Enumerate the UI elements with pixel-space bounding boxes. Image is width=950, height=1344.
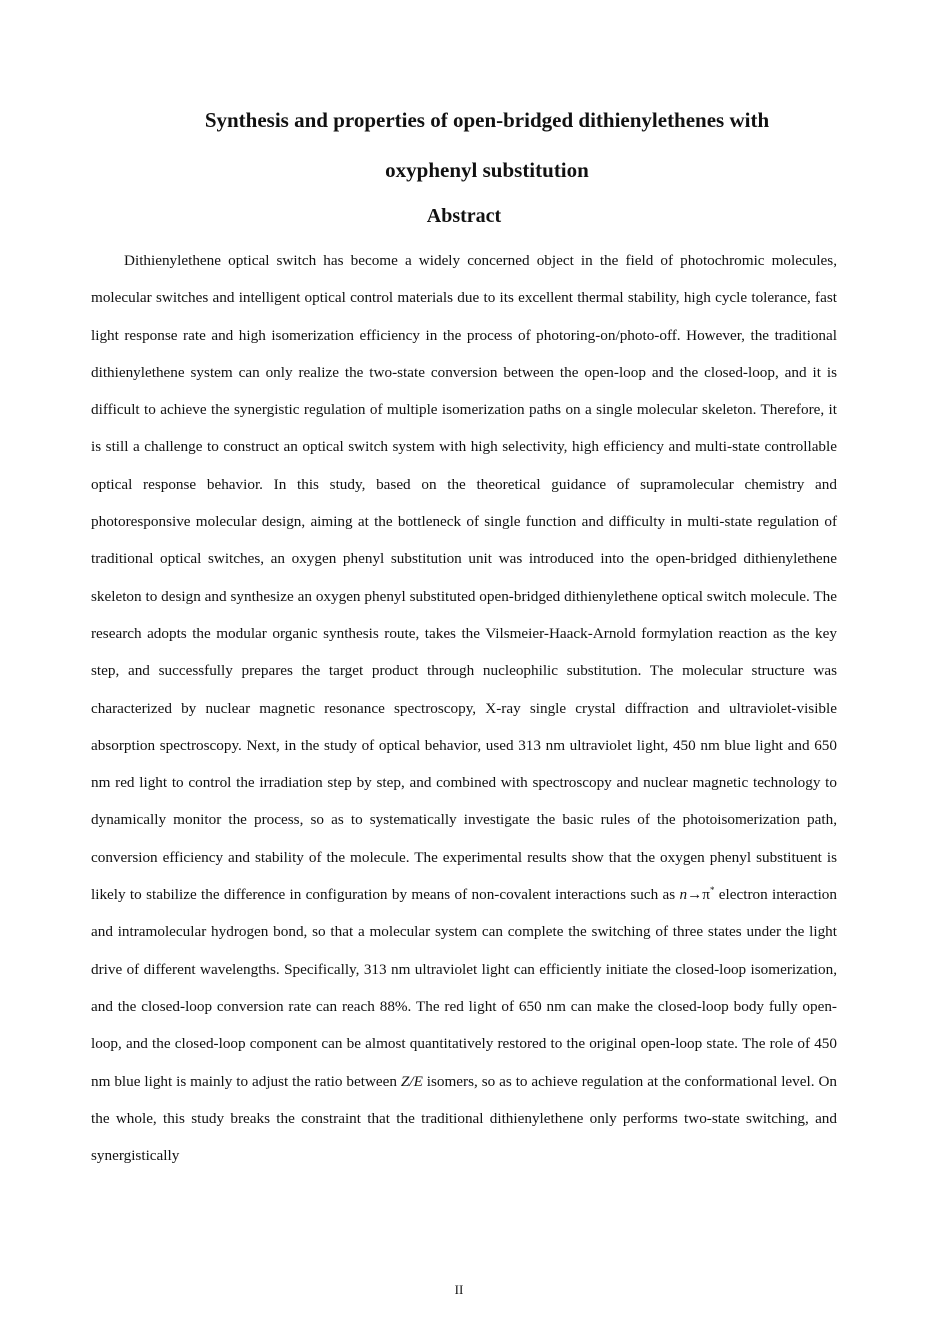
abstract-text-part-3: isomers, so as to achieve regulation at the conformational level. On the whole, this study breaks the constraint that the traditional dithienylethene only performs two-state switching, and synergistically (91, 1072, 837, 1165)
page-number: II (454, 1282, 464, 1297)
abstract-paragraph (91, 242, 837, 1174)
document-title (91, 96, 837, 195)
abstract-text-part-2: electron interaction and intramolecular hydrogen bond, so that a molecular system can complete the switching of three states under the light drive of different wavelengths. Specifically, 313 nm ultraviolet light can efficiently initiate the closed-loop isomerization, and the closed-loop conversion rate can reach 88%. The red light of 650 nm can make the closed-loop body fully open-loop, and the closed-loop component can be almost quantitatively restored to the original open-loop state. The role of 450 nm blue light is mainly to adjust the ratio between (91, 886, 837, 1090)
abstract-heading: Abstract (426, 205, 502, 227)
abstract-text-part-1: Dithienylethene optical switch has become a widely concerned object in the field of photochromic molecules, molecular switches and intelligent optical control materials due to its excellent thermal stability, high cycle tolerance, fast light response rate and high isomerization efficiency in the process of photoring-on/photo-off. However, the traditional dithienylethene system can only realize the two-state conversion between the open-loop and the closed-loop, and it is difficult to achieve the synergistic regulation of multiple isomerization paths on a single molecular skeleton. Therefore, it is still a challenge to construct an optical switch system with high selectivity, high efficiency and multi-state controllable optical response behavior. In this study, based on the theoretical guidance of supramolecular chemistry and photoresponsive molecular design, aiming at the bottleneck of single function and difficulty in multi-state regulation of traditional optical switches, an oxygen phenyl substitution unit was introduced into the open-bridged dithienylethene skeleton to design and synthesize an oxygen phenyl substituted open-bridged dithienylethene optical switch molecule. The research adopts the modular organic synthesis route, takes the Vilsmeier-Haack-Arnold formylation reaction as the key step, and successfully prepares the target product through nucleophilic substitution. The molecular structure was characterized by nuclear magnetic resonance spectroscopy, X-ray single crystal diffraction and ultraviolet-visible absorption spectroscopy. Next, in the study of optical behavior, used 313 nm ultraviolet light, 450 nm blue light and 650 nm red light to control the irradiation step by step, and combined with spectroscopy and nuclear magnetic technology to dynamically monitor the process, so as to systematically investigate the basic rules of the photoisomerization path, conversion efficiency and stability of the molecule. The experimental results show that the oxygen phenyl substituent is likely to stabilize the difference in configuration by means of non-covalent interactions such as (91, 252, 837, 904)
abstract-arrow-pi: →π (687, 886, 710, 904)
title-line-2: oxyphenyl substitution (385, 157, 589, 182)
abstract-ze-italic: Z/E (400, 1072, 423, 1090)
abstract-n-italic: n (679, 886, 688, 904)
title-line-1: Synthesis and properties of open-bridged dithienylethenes with (204, 108, 770, 132)
abstract-pi-star: * (709, 884, 715, 895)
